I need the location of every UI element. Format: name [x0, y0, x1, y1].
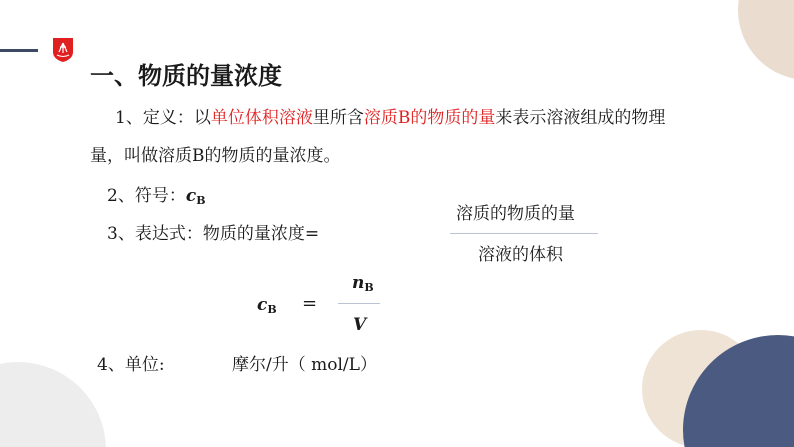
definition-suffix: 来表示溶液组成的物理 — [495, 108, 666, 128]
symbol-label: 2、符号： — [107, 186, 186, 206]
definition-highlight-2: 溶质B的物质的量 — [363, 108, 496, 128]
definition-line-2: 量，叫做溶质B的物质的量浓度。 — [90, 146, 341, 166]
unit-label: 4、单位: — [97, 355, 165, 375]
definition-mid: 里所含 — [312, 108, 364, 128]
header-line — [0, 49, 38, 52]
definition-prefix: 1、定义：以 — [115, 108, 211, 128]
symbol-sub: B — [196, 194, 206, 207]
formula-c — [257, 297, 277, 315]
expression-label: 3、表达式：物质的量浓度= — [107, 224, 320, 244]
page-title: 一、物质的量浓度 — [90, 62, 282, 90]
unit-value: 摩尔/升（ mol/L） — [232, 355, 377, 375]
fraction-denominator: 溶液的体积 — [478, 245, 563, 265]
formula-n — [352, 275, 374, 293]
definition-line-1 — [115, 110, 665, 127]
fraction-numerator: 溶质的物质的量 — [456, 204, 575, 224]
school-logo-icon — [52, 37, 74, 63]
formula-c-symbol: c — [257, 295, 268, 315]
formula-c-sub: B — [267, 303, 277, 316]
decor-circle-top-right — [738, 0, 794, 80]
formula-n-symbol: n — [352, 273, 365, 293]
decor-circle-bottom-left — [0, 362, 106, 447]
symbol-c: c — [185, 186, 197, 206]
formula-equals: = — [302, 293, 318, 314]
formula-n-sub: B — [364, 281, 374, 294]
definition-highlight-1: 单位体积溶液 — [210, 108, 313, 128]
formula-v: V — [353, 315, 367, 335]
fraction-line — [450, 233, 598, 234]
symbol-line — [107, 188, 206, 206]
formula-fraction-line — [338, 303, 380, 304]
